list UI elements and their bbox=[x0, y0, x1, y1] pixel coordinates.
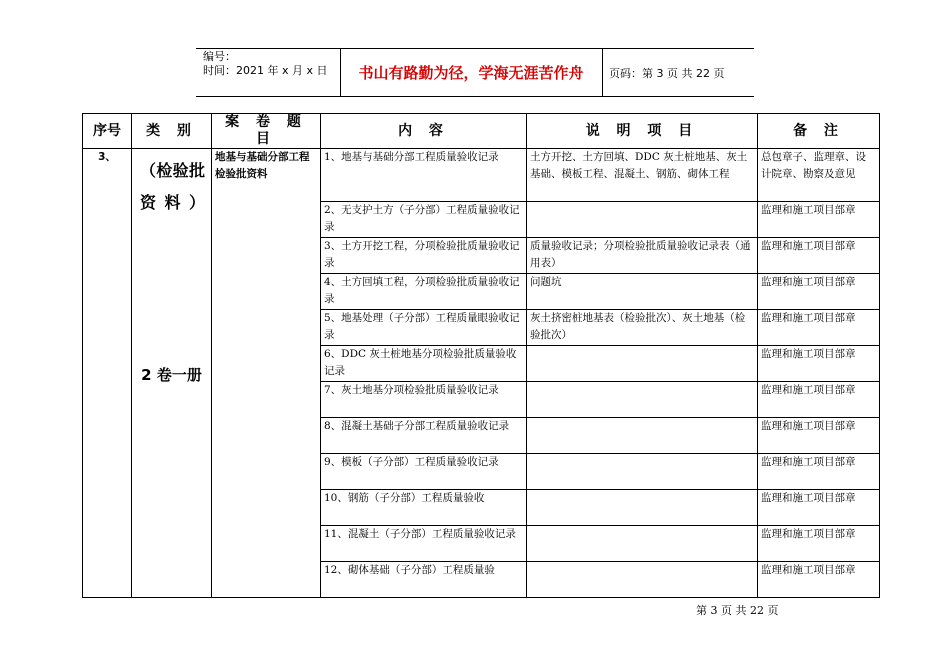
note-cell: 监理和施工项目部章 bbox=[758, 562, 880, 598]
category-volume: 2 卷一册 bbox=[141, 366, 202, 384]
header-page-code: 页码：第 3 页 共 22 页 bbox=[609, 67, 725, 80]
content-cell: 6、DDC 灰土桩地基分项检验批质量验收记录 bbox=[321, 346, 527, 382]
note-cell: 监理和施工项目部章 bbox=[758, 346, 880, 382]
header-description: 说 明 项 目 bbox=[527, 114, 758, 149]
header-divider-right bbox=[602, 48, 603, 96]
table-row bbox=[83, 149, 880, 202]
note-cell: 监理和施工项目部章 bbox=[758, 310, 880, 346]
description-cell bbox=[527, 454, 758, 490]
content-cell: 4、土方回填工程，分项检验批质量验收记录 bbox=[321, 274, 527, 310]
time-label: 时间：2021 年 x 月 x 日 bbox=[203, 64, 328, 77]
header-note: 备 注 bbox=[758, 114, 880, 149]
description-cell bbox=[527, 490, 758, 526]
content-cell: 3、土方开挖工程，分项检验批质量验收记录 bbox=[321, 238, 527, 274]
content-cell: 12、砌体基础（子分部）工程质量验 bbox=[321, 562, 527, 598]
archive-table bbox=[82, 113, 880, 598]
title-cell: 地基与基础分部工程检验批资料 bbox=[212, 149, 321, 598]
page-footer: 第 3 页 共 22 页 bbox=[696, 604, 779, 617]
content-cell: 8、混凝土基础子分部工程质量验收记录 bbox=[321, 418, 527, 454]
header-motto: 书山有路勤为径，学海无涯苦作舟 bbox=[358, 64, 584, 82]
description-cell: 问题坑 bbox=[527, 274, 758, 310]
description-cell: 灰土挤密桩地基表（检验批次）、灰土地基（检验批次） bbox=[527, 310, 758, 346]
description-cell: 土方开挖、土方回填、DDC 灰土桩地基、灰土基础、模板工程、混凝土、钢筋、砌体工程 bbox=[527, 149, 758, 202]
note-cell: 监理和施工项目部章 bbox=[758, 238, 880, 274]
header-seq: 序号 bbox=[83, 114, 132, 149]
note-cell: 监理和施工项目部章 bbox=[758, 526, 880, 562]
note-cell: 监理和施工项目部章 bbox=[758, 382, 880, 418]
note-cell: 总包章子、监理章、设计院章、勘察及意见 bbox=[758, 149, 880, 202]
header-category: 类 别 bbox=[132, 114, 212, 149]
note-cell: 监理和施工项目部章 bbox=[758, 454, 880, 490]
header-top-rule bbox=[196, 48, 754, 49]
content-cell: 2、无支护土方（子分部）工程质量验收记录 bbox=[321, 202, 527, 238]
content-cell: 11、混凝土（子分部）工程质量验收记录 bbox=[321, 526, 527, 562]
note-cell: 监理和施工项目部章 bbox=[758, 274, 880, 310]
table-header-row bbox=[83, 114, 880, 149]
note-cell: 监理和施工项目部章 bbox=[758, 202, 880, 238]
header-bottom-rule bbox=[196, 96, 754, 97]
category-cell bbox=[132, 149, 212, 598]
header-meta bbox=[203, 50, 328, 78]
note-cell: 监理和施工项目部章 bbox=[758, 490, 880, 526]
content-cell: 7、灰土地基分项检验批质量验收记录 bbox=[321, 382, 527, 418]
header-title: 案 卷 题 目 bbox=[212, 114, 321, 149]
description-cell bbox=[527, 382, 758, 418]
description-cell bbox=[527, 418, 758, 454]
seq-cell: 3、 bbox=[83, 149, 132, 598]
header-content: 内 容 bbox=[321, 114, 527, 149]
description-cell bbox=[527, 526, 758, 562]
content-cell: 9、模板（子分部）工程质量验收记录 bbox=[321, 454, 527, 490]
description-cell bbox=[527, 202, 758, 238]
number-label: 编号： bbox=[203, 50, 236, 63]
content-cell: 5、地基处理（子分部）工程质量眼验收记录 bbox=[321, 310, 527, 346]
note-cell: 监理和施工项目部章 bbox=[758, 418, 880, 454]
description-cell: 质量验收记录；分项检验批质量验收记录表（通用表） bbox=[527, 238, 758, 274]
description-cell bbox=[527, 562, 758, 598]
content-cell: 10、钢筋（子分部）工程质量验收 bbox=[321, 490, 527, 526]
category-main: （检验批资料） bbox=[140, 161, 205, 212]
description-cell bbox=[527, 346, 758, 382]
content-cell: 1、地基与基础分部工程质量验收记录 bbox=[321, 149, 527, 202]
